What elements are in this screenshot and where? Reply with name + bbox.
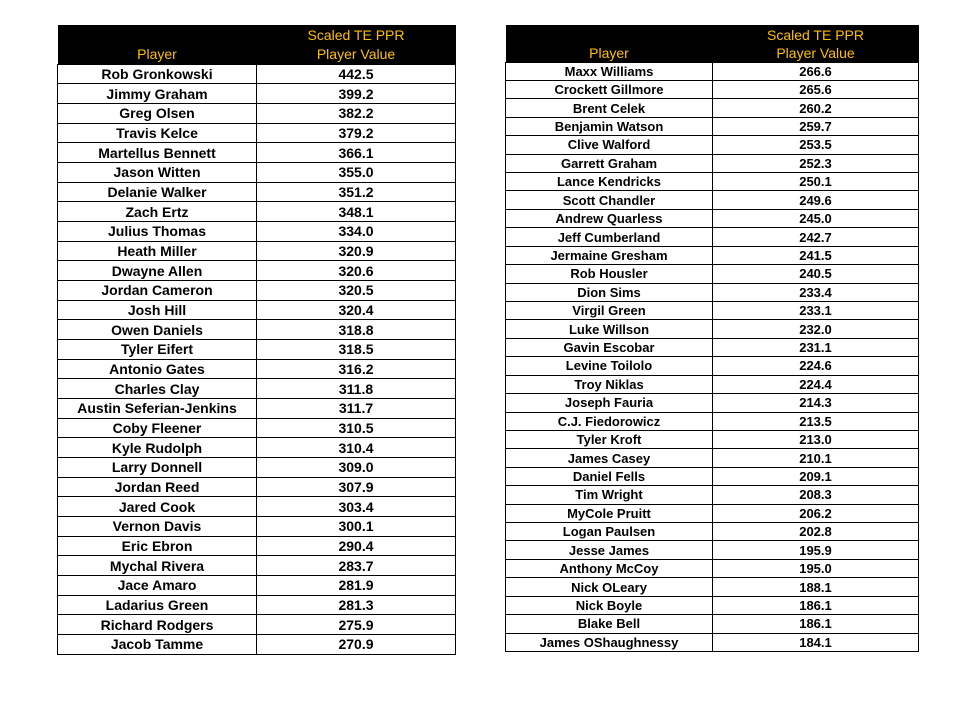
table-row (58, 143, 456, 163)
player-name-cell: Anthony McCoy (506, 559, 713, 577)
table-row (506, 559, 919, 577)
table-row (506, 209, 919, 227)
player-name-cell: Clive Walford (506, 136, 713, 154)
player-value-cell: 214.3 (713, 394, 919, 412)
player-name-cell: Jordan Reed (58, 477, 257, 497)
player-name-cell: Charles Clay (58, 379, 257, 399)
player-value-cell: 281.9 (257, 575, 456, 595)
player-name-cell: Nick OLeary (506, 578, 713, 596)
value-header-line2: Player Value (316, 45, 396, 62)
player-value-cell: 195.0 (713, 559, 919, 577)
table-row (58, 359, 456, 379)
table-row (58, 64, 456, 84)
table-row (506, 449, 919, 467)
player-name-cell: Antonio Gates (58, 359, 257, 379)
player-value-cell: 307.9 (257, 477, 456, 497)
player-name-cell: Mychal Rivera (58, 556, 257, 576)
player-value-table-left (57, 25, 456, 655)
player-value-cell: 351.2 (257, 182, 456, 202)
table-row (506, 578, 919, 596)
player-name-cell: Jeff Cumberland (506, 228, 713, 246)
player-value-cell: 186.1 (713, 596, 919, 614)
table-row (58, 241, 456, 261)
player-name-cell: Larry Donnell (58, 457, 257, 477)
player-name-cell: Troy Niklas (506, 375, 713, 393)
table-row (506, 283, 919, 301)
table-row (58, 202, 456, 222)
player-name-cell: Kyle Rudolph (58, 438, 257, 458)
player-name-cell: Virgil Green (506, 301, 713, 319)
table-row (506, 191, 919, 209)
table-row (506, 99, 919, 117)
player-name-cell: Maxx Williams (506, 62, 713, 80)
value-column-header (713, 25, 919, 62)
player-name-cell: Logan Paulsen (506, 523, 713, 541)
player-value-cell: 266.6 (713, 62, 919, 80)
table-header-row (58, 25, 456, 64)
player-name-cell: Eric Ebron (58, 536, 257, 556)
player-value-cell: 300.1 (257, 516, 456, 536)
player-value-cell: 442.5 (257, 64, 456, 84)
table-row (58, 280, 456, 300)
player-value-cell: 241.5 (713, 246, 919, 264)
table-row (506, 62, 919, 80)
table-row (58, 339, 456, 359)
player-value-cell: 320.9 (257, 241, 456, 261)
table-row (58, 615, 456, 635)
player-column-header (58, 25, 257, 64)
table-row (58, 300, 456, 320)
table-row (506, 173, 919, 191)
player-value-cell: 382.2 (257, 103, 456, 123)
table-row (506, 504, 919, 522)
player-name-cell: Heath Miller (58, 241, 257, 261)
table-row (506, 486, 919, 504)
table-row (58, 634, 456, 654)
player-name-cell: Jimmy Graham (58, 84, 257, 104)
table-row (506, 394, 919, 412)
table-row (58, 320, 456, 340)
player-value-cell: 316.2 (257, 359, 456, 379)
player-name-cell: Tyler Eifert (58, 339, 257, 359)
player-value-cell: 320.6 (257, 261, 456, 281)
player-name-cell: Garrett Graham (506, 154, 713, 172)
player-value-cell: 311.8 (257, 379, 456, 399)
player-value-cell: 303.4 (257, 497, 456, 517)
player-name-cell: Scott Chandler (506, 191, 713, 209)
player-name-cell: Vernon Davis (58, 516, 257, 536)
table-row (58, 457, 456, 477)
player-name-cell: C.J. Fiedorowicz (506, 412, 713, 430)
table-row (58, 398, 456, 418)
player-name-cell: Richard Rodgers (58, 615, 257, 635)
table-row (58, 84, 456, 104)
table-row (506, 80, 919, 98)
player-name-cell: Julius Thomas (58, 221, 257, 241)
player-value-cell: 275.9 (257, 615, 456, 635)
player-value-cell: 242.7 (713, 228, 919, 246)
value-header-line2: Player Value (776, 44, 855, 61)
player-value-cell: 232.0 (713, 320, 919, 338)
player-value-cell: 399.2 (257, 84, 456, 104)
player-name-cell: Delanie Walker (58, 182, 257, 202)
player-name-cell: Benjamin Watson (506, 117, 713, 135)
player-value-cell: 250.1 (713, 173, 919, 191)
table-row (506, 357, 919, 375)
table-row (58, 418, 456, 438)
table-row (58, 595, 456, 615)
player-value-cell: 320.5 (257, 280, 456, 300)
table-header-row (506, 25, 919, 62)
player-name-cell: Jason Witten (58, 162, 257, 182)
table-row (58, 497, 456, 517)
player-value-cell: 320.4 (257, 300, 456, 320)
player-value-cell: 231.1 (713, 338, 919, 356)
player-name-cell: Owen Daniels (58, 320, 257, 340)
table-row (506, 265, 919, 283)
table-row (58, 261, 456, 281)
table-row (506, 117, 919, 135)
player-name-cell: Blake Bell (506, 615, 713, 633)
player-name-cell: Travis Kelce (58, 123, 257, 143)
player-value-cell: 213.0 (713, 430, 919, 448)
player-value-cell: 379.2 (257, 123, 456, 143)
player-value-cell: 259.7 (713, 117, 919, 135)
table-row (58, 556, 456, 576)
table-row (506, 301, 919, 319)
player-value-cell: 240.5 (713, 265, 919, 283)
value-column-header (257, 25, 456, 64)
player-value-cell: 283.7 (257, 556, 456, 576)
table-row (506, 541, 919, 559)
table-row (506, 430, 919, 448)
player-value-cell: 310.5 (257, 418, 456, 438)
player-value-cell: 245.0 (713, 209, 919, 227)
table-row (506, 246, 919, 264)
player-value-cell: 252.3 (713, 154, 919, 172)
player-name-cell: Levine Toilolo (506, 357, 713, 375)
player-column-header (506, 25, 713, 62)
player-name-cell: Crockett Gillmore (506, 80, 713, 98)
table-row (58, 438, 456, 458)
player-name-cell: Coby Fleener (58, 418, 257, 438)
player-name-cell: Josh Hill (58, 300, 257, 320)
table-row (58, 123, 456, 143)
player-value-cell: 233.4 (713, 283, 919, 301)
player-name-cell: Rob Housler (506, 265, 713, 283)
table-row (58, 379, 456, 399)
table-body-left (58, 64, 456, 654)
player-name-cell: Daniel Fells (506, 467, 713, 485)
player-value-cell: 224.6 (713, 357, 919, 375)
player-name-cell: James Casey (506, 449, 713, 467)
table-row (58, 477, 456, 497)
player-name-cell: Luke Willson (506, 320, 713, 338)
player-value-cell: 208.3 (713, 486, 919, 504)
player-value-cell: 290.4 (257, 536, 456, 556)
table-row (58, 221, 456, 241)
player-value-cell: 311.7 (257, 398, 456, 418)
value-header-line1: Scaled TE PPR (307, 26, 405, 43)
player-value-cell: 210.1 (713, 449, 919, 467)
player-name-cell: Zach Ertz (58, 202, 257, 222)
player-value-cell: 202.8 (713, 523, 919, 541)
player-value-cell: 355.0 (257, 162, 456, 182)
player-value-cell: 188.1 (713, 578, 919, 596)
player-value-cell: 265.6 (713, 80, 919, 98)
player-header-label: Player (589, 44, 629, 61)
player-value-cell: 366.1 (257, 143, 456, 163)
player-value-cell: 270.9 (257, 634, 456, 654)
player-name-cell: Jace Amaro (58, 575, 257, 595)
player-name-cell: Jared Cook (58, 497, 257, 517)
player-value-cell: 186.1 (713, 615, 919, 633)
player-value-cell: 334.0 (257, 221, 456, 241)
player-name-cell: James OShaughnessy (506, 633, 713, 651)
player-value-cell: 249.6 (713, 191, 919, 209)
table-row (506, 320, 919, 338)
player-value-cell: 184.1 (713, 633, 919, 651)
player-name-cell: Nick Boyle (506, 596, 713, 614)
player-name-cell: MyCole Pruitt (506, 504, 713, 522)
player-name-cell: Martellus Bennett (58, 143, 257, 163)
table-row (506, 467, 919, 485)
table-row (58, 536, 456, 556)
table-row (58, 162, 456, 182)
table-row (506, 375, 919, 393)
player-value-cell: 209.1 (713, 467, 919, 485)
player-header-label: Player (137, 45, 177, 62)
table-row (506, 596, 919, 614)
player-value-cell: 348.1 (257, 202, 456, 222)
table-row (506, 633, 919, 651)
player-value-table-right (505, 25, 919, 652)
table-row (506, 338, 919, 356)
table-row (506, 136, 919, 154)
player-name-cell: Ladarius Green (58, 595, 257, 615)
player-name-cell: Jesse James (506, 541, 713, 559)
table-row (58, 516, 456, 536)
player-value-cell: 318.5 (257, 339, 456, 359)
player-name-cell: Brent Celek (506, 99, 713, 117)
table-row (58, 575, 456, 595)
player-name-cell: Lance Kendricks (506, 173, 713, 191)
player-name-cell: Rob Gronkowski (58, 64, 257, 84)
player-name-cell: Tyler Kroft (506, 430, 713, 448)
table-row (58, 103, 456, 123)
player-name-cell: Jermaine Gresham (506, 246, 713, 264)
player-value-cell: 310.4 (257, 438, 456, 458)
player-name-cell: Andrew Quarless (506, 209, 713, 227)
player-name-cell: Dion Sims (506, 283, 713, 301)
player-value-cell: 195.9 (713, 541, 919, 559)
table-row (58, 182, 456, 202)
player-name-cell: Jacob Tamme (58, 634, 257, 654)
player-value-cell: 233.1 (713, 301, 919, 319)
player-name-cell: Gavin Escobar (506, 338, 713, 356)
table-body-right (506, 62, 919, 652)
player-value-cell: 281.3 (257, 595, 456, 615)
player-name-cell: Jordan Cameron (58, 280, 257, 300)
player-value-cell: 309.0 (257, 457, 456, 477)
player-name-cell: Joseph Fauria (506, 394, 713, 412)
player-name-cell: Austin Seferian-Jenkins (58, 398, 257, 418)
player-value-cell: 260.2 (713, 99, 919, 117)
table-row (506, 228, 919, 246)
player-name-cell: Greg Olsen (58, 103, 257, 123)
value-header-line1: Scaled TE PPR (766, 26, 864, 43)
table-row (506, 154, 919, 172)
table-row (506, 615, 919, 633)
player-name-cell: Dwayne Allen (58, 261, 257, 281)
player-value-cell: 206.2 (713, 504, 919, 522)
player-value-cell: 318.8 (257, 320, 456, 340)
player-name-cell: Tim Wright (506, 486, 713, 504)
player-value-cell: 253.5 (713, 136, 919, 154)
table-row (506, 412, 919, 430)
player-value-cell: 224.4 (713, 375, 919, 393)
table-row (506, 523, 919, 541)
player-value-cell: 213.5 (713, 412, 919, 430)
